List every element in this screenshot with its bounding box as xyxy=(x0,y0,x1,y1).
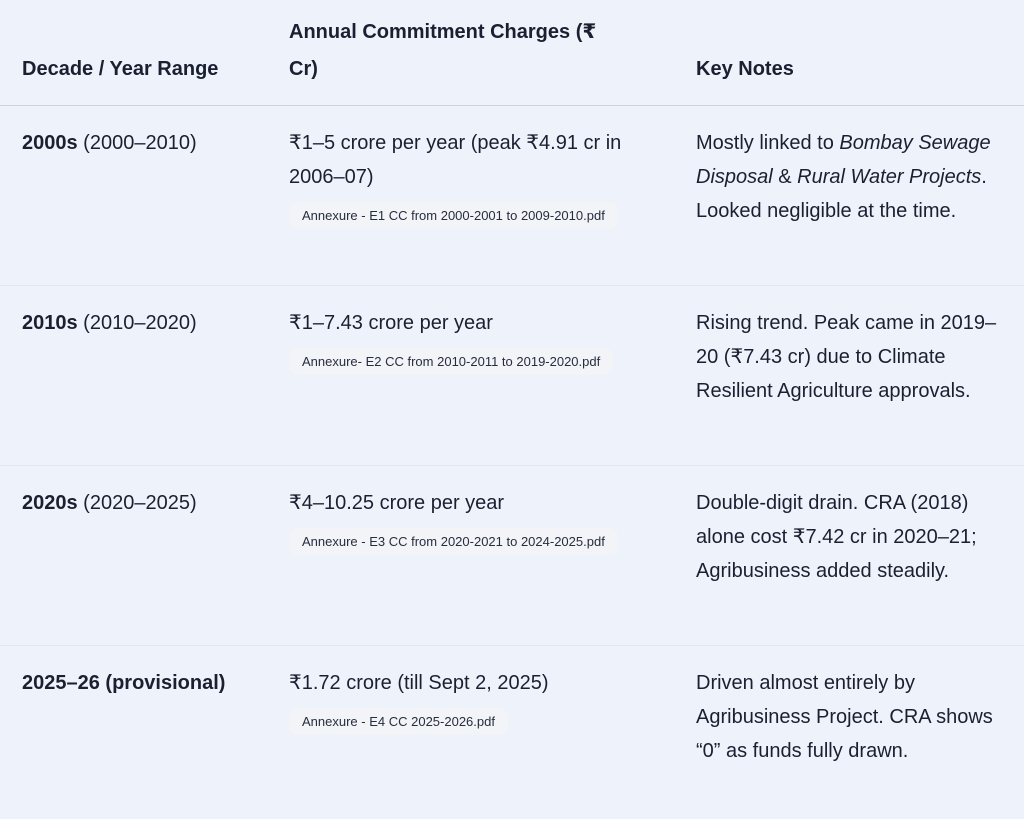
key-notes-cell xyxy=(696,126,1014,228)
decade-cell xyxy=(22,126,289,160)
decade-label: 2025–26 (provisional) xyxy=(22,672,226,694)
charges-cell xyxy=(289,486,696,557)
charges-text: ₹1.72 crore (till Sept 2, 2025) xyxy=(289,672,549,694)
charges-text: ₹4–10.25 crore per year xyxy=(289,492,505,514)
decade-label: 2020s xyxy=(22,492,78,514)
decade-range: (2000–2010) xyxy=(77,132,197,154)
header-label: Annual Commitment Charges (₹ Cr) xyxy=(289,21,597,80)
annexure-file-name: Annexure - E4 CC 2025-2026.pdf xyxy=(302,714,495,729)
decade-label: 2010s xyxy=(22,312,78,334)
key-notes-cell xyxy=(696,666,1014,768)
header-decade-year-range xyxy=(22,51,289,88)
charges-text: ₹1–7.43 crore per year xyxy=(289,312,493,334)
decade-range: (2010–2020) xyxy=(77,312,197,334)
charges-text: ₹1–5 crore per year (peak ₹4.91 cr in 2006–07) xyxy=(289,132,622,188)
header-label: Decade / Year Range xyxy=(22,58,219,80)
notes-emphasis-text: Rural Water Projects xyxy=(797,166,982,188)
notes-text: Rising trend. Peak came in 2019–20 (₹7.43 cr) due to Climate Resilient Agriculture approvals. xyxy=(696,312,997,402)
annexure-chip[interactable] xyxy=(289,348,613,375)
table-row-2025-26 xyxy=(0,646,1024,819)
decade-cell xyxy=(22,306,289,340)
notes-text: Driven almost entirely by Agribusiness Project. CRA shows “0” as funds fully drawn. xyxy=(696,672,993,762)
annexure-file-name: Annexure - E3 CC from 2020-2021 to 2024-2025.pdf xyxy=(302,534,605,549)
table-row-2010s xyxy=(0,286,1024,466)
notes-text: . Looked negligible at the time. xyxy=(696,166,987,222)
notes-text: Mostly linked to xyxy=(696,132,840,154)
annexure-file-name: Annexure- E2 CC from 2010-2011 to 2019-2020.pdf xyxy=(302,354,601,369)
table-row-2000s xyxy=(0,106,1024,286)
notes-emphasis-text: Bombay Sewage Disposal xyxy=(696,132,991,188)
notes-text: & xyxy=(772,166,798,188)
header-label: Key Notes xyxy=(696,58,794,80)
header-key-notes xyxy=(696,51,1014,88)
table-header-row xyxy=(0,0,1024,106)
decade-range: (2020–2025) xyxy=(77,492,197,514)
annexure-chip[interactable] xyxy=(289,528,618,555)
decade-label: 2000s xyxy=(22,132,78,154)
charges-cell xyxy=(289,306,696,377)
annexure-chip[interactable] xyxy=(289,708,508,735)
key-notes-cell xyxy=(696,486,1014,588)
decade-cell xyxy=(22,486,289,520)
annexure-file-name: Annexure - E1 CC from 2000-2001 to 2009-2010.pdf xyxy=(302,208,605,223)
key-notes-cell xyxy=(696,306,1014,408)
header-annual-commitment-charges xyxy=(289,14,696,88)
decade-cell xyxy=(22,666,289,700)
annexure-chip[interactable] xyxy=(289,202,618,229)
notes-text: Double-digit drain. CRA (2018) alone cost ₹7.42 cr in 2020–21; Agribusiness added steadily. xyxy=(696,492,977,582)
charges-cell xyxy=(289,126,696,231)
table-row-2020s xyxy=(0,466,1024,646)
charges-cell xyxy=(289,666,696,737)
